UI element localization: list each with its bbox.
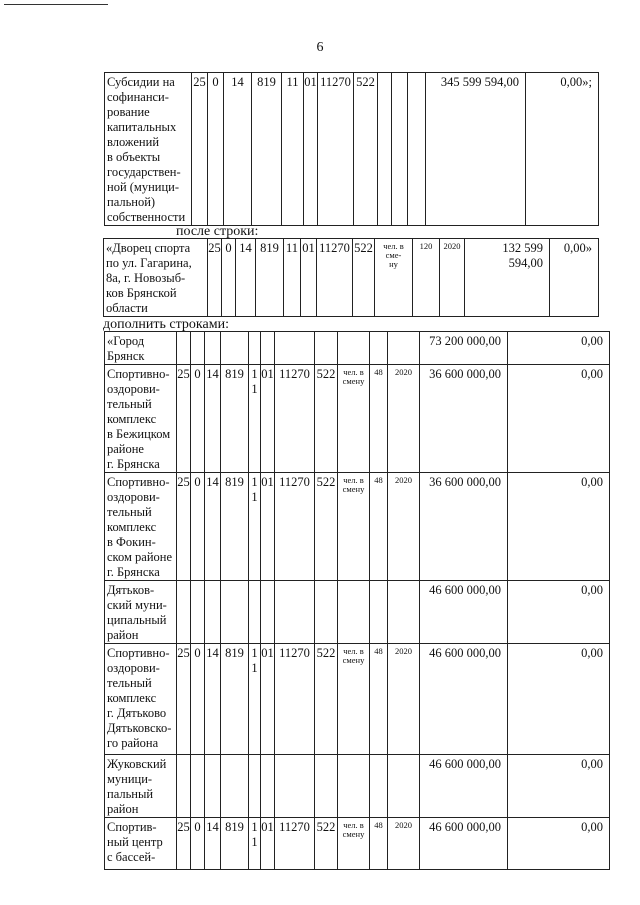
unit-cell [338, 332, 370, 365]
value2-cell: 0,00» [550, 239, 599, 317]
year-cell: 2020 [388, 365, 420, 473]
code-cell [191, 332, 205, 365]
code-cell [249, 332, 261, 365]
code-cell [261, 332, 275, 365]
code-cell [370, 332, 388, 365]
table-row [105, 644, 610, 755]
code-cell: 0 [191, 644, 205, 755]
code-cell: 11 [249, 644, 261, 755]
year-cell: 2020 [388, 644, 420, 755]
code-cell [370, 581, 388, 644]
code-cell: 819 [252, 73, 282, 226]
code-cell: 522 [315, 644, 338, 755]
code-cell [177, 332, 191, 365]
sum-cell: 46 600 000,00 [420, 818, 508, 870]
caption-after-row: после строки: [176, 224, 259, 239]
value2-cell: 0,00 [508, 755, 610, 818]
table-row [105, 818, 610, 870]
code-cell [315, 581, 338, 644]
code-cell: 25 [192, 73, 208, 226]
code-cell [177, 581, 191, 644]
code-cell: 01 [261, 644, 275, 755]
table-row [105, 365, 610, 473]
code-cell [191, 581, 205, 644]
code-cell [315, 755, 338, 818]
code-cell [249, 581, 261, 644]
code-cell: 48 [370, 818, 388, 870]
row-label: Субсидии на софинанси- рование капитальных вложений в объекты государствен- ной (муници- пальной) собственности [105, 73, 192, 226]
code-cell: 14 [205, 473, 221, 581]
code-cell: 14 [205, 365, 221, 473]
code-cell: 0 [191, 818, 205, 870]
row-label: Спортивно- оздорови- тельный комплекс в Бежицком районе г. Брянска [105, 365, 177, 473]
row-label: Спортивно- оздорови- тельный комплекс г. Дятьково Дятьковско- го района [105, 644, 177, 755]
year-cell [388, 755, 420, 818]
budget-table-3 [104, 331, 610, 870]
code-cell: 25 [177, 365, 191, 473]
code-cell: 01 [301, 239, 317, 317]
table-row [105, 581, 610, 644]
sum-cell: 73 200 000,00 [420, 332, 508, 365]
code-cell: 01 [261, 818, 275, 870]
value2-cell: 0,00 [508, 332, 610, 365]
code-cell [392, 73, 408, 226]
sum-cell: 132 599 594,00 [465, 239, 550, 317]
code-cell: 522 [315, 473, 338, 581]
code-cell: 25 [177, 644, 191, 755]
value2-cell: 0,00 [508, 365, 610, 473]
code-cell: 819 [221, 644, 249, 755]
code-cell: 819 [221, 473, 249, 581]
code-cell [275, 581, 315, 644]
row-label: Спортивно- оздорови- тельный комплекс в Фокин- ском районе г. Брянска [105, 473, 177, 581]
code-cell: 819 [256, 239, 284, 317]
code-cell: 11 [249, 818, 261, 870]
year-cell [388, 581, 420, 644]
table-row [105, 332, 610, 365]
row-label: Дятьков- ский муни- ципальный район [105, 581, 177, 644]
budget-table-2 [103, 238, 599, 317]
unit-cell [338, 581, 370, 644]
table-row [105, 73, 599, 226]
code-cell: 0 [191, 365, 205, 473]
code-cell: 11270 [275, 644, 315, 755]
row-label: «Дворец спорта по ул. Гагарина, 8а, г. Новозыб- ков Брянской области [104, 239, 208, 317]
code-cell: 522 [315, 365, 338, 473]
sum-cell: 46 600 000,00 [420, 581, 508, 644]
sum-cell: 46 600 000,00 [420, 644, 508, 755]
code-cell [205, 581, 221, 644]
caption-add-rows: дополнить строками: [103, 317, 229, 332]
code-cell [408, 73, 426, 226]
year-cell [388, 332, 420, 365]
code-cell: 11 [284, 239, 301, 317]
code-cell: 11270 [275, 818, 315, 870]
table-row [105, 755, 610, 818]
code-cell: 11270 [318, 73, 354, 226]
code-cell: 819 [221, 365, 249, 473]
code-cell: 0 [222, 239, 236, 317]
code-cell: 0 [191, 473, 205, 581]
unit-cell: чел. в сме- ну [375, 239, 413, 317]
code-cell: 25 [177, 473, 191, 581]
unit-cell: чел. в смену [338, 818, 370, 870]
code-cell [261, 581, 275, 644]
code-cell: 11270 [275, 365, 315, 473]
budget-table-1 [104, 72, 599, 226]
code-cell [249, 755, 261, 818]
code-cell: 14 [205, 644, 221, 755]
code-cell [261, 755, 275, 818]
value2-cell: 0,00 [508, 818, 610, 870]
code-cell: 11 [249, 365, 261, 473]
code-cell: 0 [208, 73, 224, 226]
code-cell: 522 [353, 239, 375, 317]
code-cell [205, 332, 221, 365]
code-cell: 819 [221, 818, 249, 870]
sum-cell: 46 600 000,00 [420, 755, 508, 818]
value2-cell: 0,00 [508, 644, 610, 755]
unit-cell [338, 755, 370, 818]
value2-cell: 0,00»; [526, 73, 599, 226]
code-cell [370, 755, 388, 818]
code-cell [315, 332, 338, 365]
code-cell: 48 [370, 473, 388, 581]
code-cell [205, 755, 221, 818]
code-cell [221, 581, 249, 644]
code-cell: 48 [370, 365, 388, 473]
top-rule [4, 4, 108, 5]
code-cell: 522 [315, 818, 338, 870]
code-cell: 120 [413, 239, 440, 317]
code-cell: 11 [282, 73, 304, 226]
code-cell: 25 [208, 239, 222, 317]
code-cell: 14 [236, 239, 256, 317]
year-cell: 2020 [440, 239, 465, 317]
unit-cell: чел. в смену [338, 473, 370, 581]
value2-cell: 0,00 [508, 473, 610, 581]
code-cell: 11 [249, 473, 261, 581]
code-cell [378, 73, 392, 226]
row-label: Жуковский муници- пальный район [105, 755, 177, 818]
code-cell: 48 [370, 644, 388, 755]
code-cell: 01 [304, 73, 318, 226]
code-cell [221, 755, 249, 818]
code-cell: 01 [261, 365, 275, 473]
code-cell: 25 [177, 818, 191, 870]
code-cell [221, 332, 249, 365]
table-row [105, 473, 610, 581]
row-label: Спортив- ный центр с бассей- [105, 818, 177, 870]
sum-cell: 345 599 594,00 [426, 73, 526, 226]
table-row [104, 239, 599, 317]
year-cell: 2020 [388, 473, 420, 581]
page-number: 6 [316, 40, 324, 55]
sum-cell: 36 600 000,00 [420, 473, 508, 581]
code-cell: 522 [354, 73, 378, 226]
code-cell: 11270 [317, 239, 353, 317]
unit-cell: чел. в смену [338, 365, 370, 473]
sum-cell: 36 600 000,00 [420, 365, 508, 473]
code-cell [191, 755, 205, 818]
code-cell: 11270 [275, 473, 315, 581]
code-cell [275, 755, 315, 818]
code-cell: 01 [261, 473, 275, 581]
unit-cell: чел. в смену [338, 644, 370, 755]
code-cell: 14 [205, 818, 221, 870]
code-cell: 14 [224, 73, 252, 226]
value2-cell: 0,00 [508, 581, 610, 644]
code-cell [275, 332, 315, 365]
row-label: «Город Брянск [105, 332, 177, 365]
year-cell: 2020 [388, 818, 420, 870]
code-cell [177, 755, 191, 818]
